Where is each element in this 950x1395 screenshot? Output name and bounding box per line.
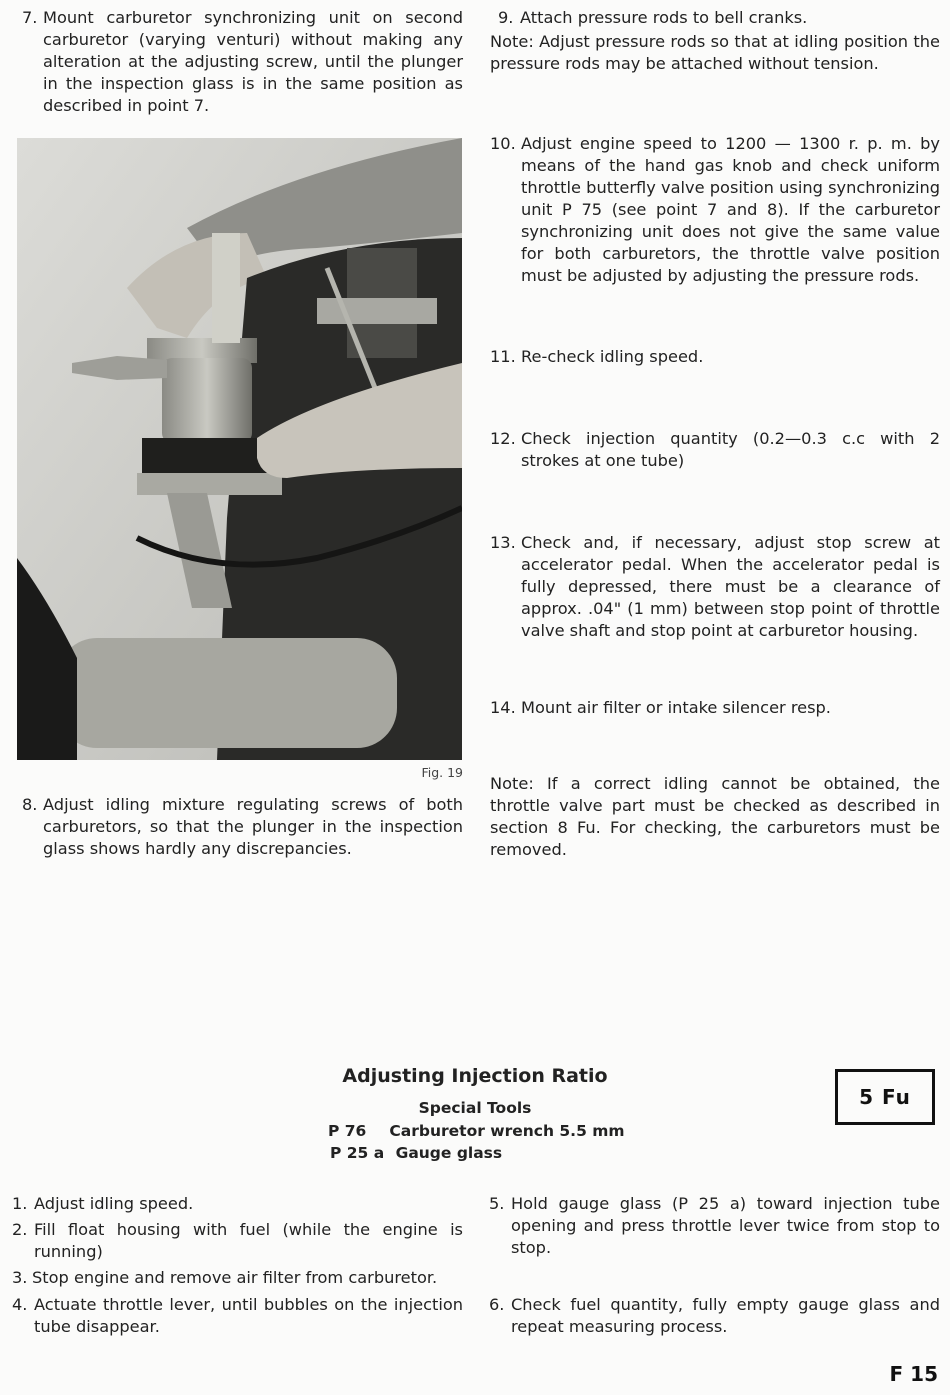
injection-step-5 — [489, 1193, 940, 1259]
tool-p25a — [330, 1144, 502, 1162]
step-number: 1. — [12, 1194, 28, 1213]
filter-clamp — [317, 298, 437, 324]
special-tools-heading: Special Tools — [418, 1099, 532, 1117]
step-11 — [490, 346, 940, 368]
step-8 — [22, 794, 463, 860]
step-text: Re-check idling speed. — [521, 347, 704, 366]
tool-p76 — [328, 1122, 625, 1140]
air-duct — [57, 638, 397, 748]
tool-description: Gauge glass — [395, 1144, 503, 1162]
tool-code: P 76 — [328, 1122, 367, 1140]
step-number: 6. — [489, 1295, 505, 1314]
section-title: Adjusting Injection Ratio — [342, 1065, 608, 1087]
step-9 — [498, 7, 940, 29]
step-text: Mount air filter or intake silencer resp. — [521, 698, 831, 717]
page-number: F 15 — [889, 1362, 938, 1386]
step-number: 9. — [498, 8, 514, 27]
step-text: Check and, if necessary, adjust stop screw at accelerator pedal. When the accelerator pedal is fully depressed, there must be a clearance of approx. .04" (1 mm) between stop point of throttle valve shaft and stop point at carburetor housing. — [521, 533, 940, 640]
tool-code: P 25 a — [330, 1144, 385, 1162]
note-idling: Note: If a correct idling cannot be obtained, the throttle valve part must be checked as described in section 8 Fu. For checking, the carburetors must be removed. — [490, 774, 940, 859]
step-text: Fill float housing with fuel (while the engine is running) — [34, 1220, 463, 1261]
step-number: 10. — [490, 134, 516, 153]
step-12 — [490, 428, 940, 472]
step-14 — [490, 697, 940, 719]
injection-step-1 — [12, 1193, 463, 1215]
step-10 — [490, 133, 940, 287]
step-text: Adjust idling mixture regulating screws of both carburetors, so that the plunger in the inspection glass shows hardly any discrepancies. — [43, 795, 463, 858]
step-text: Hold gauge glass (P 25 a) toward injection tube opening and press throttle lever twice from stop to stop. — [511, 1194, 940, 1257]
step-text: Check fuel quantity, fully empty gauge glass and repeat measuring process. — [511, 1295, 940, 1336]
step-number: 11. — [490, 347, 516, 366]
step-text: Adjust engine speed to 1200 — 1300 r. p. m. by means of the hand gas knob and check uniform throttle butterfly valve position using synchronizing unit P 75 (see point 7 and 8). If the carburetor synchronizing unit does not give the same value for both carburetors, the throttle valve position must be adjusted by adjusting the pressure rods. — [521, 134, 940, 285]
intake-base — [137, 473, 282, 495]
step-text: Attach pressure rods to bell cranks. — [520, 8, 808, 27]
section-badge: 5 Fu — [835, 1069, 935, 1125]
step-number: 14. — [490, 698, 516, 717]
step-number: 4. — [12, 1295, 28, 1314]
step-text: Check injection quantity (0.2—0.3 c.c with 2 strokes at one tube) — [521, 429, 940, 470]
tool-description: Carburetor wrench 5.5 mm — [389, 1122, 625, 1140]
step-text: Mount carburetor synchronizing unit on second carburetor (varying venturi) without making any alteration at the adjusting screw, until the plunger in the inspection glass is in the same position as described in point 7. — [43, 8, 463, 115]
step-number: 13. — [490, 533, 516, 552]
injection-step-2 — [12, 1219, 463, 1263]
step-number: 7. — [22, 8, 38, 27]
step-number: 8. — [22, 795, 38, 814]
engine-carburetor-illustration — [17, 138, 462, 760]
step-text: Stop engine and remove air filter from carburetor. — [32, 1268, 438, 1287]
note-pressure-rods: Note: Adjust pressure rods so that at idling position the pressure rods may be attached without tension. — [490, 32, 940, 73]
step-text: Actuate throttle lever, until bubbles on the injection tube disappear. — [34, 1295, 463, 1336]
step-7 — [22, 7, 463, 117]
synchronizing-unit — [212, 233, 240, 343]
step-number: 5. — [489, 1194, 505, 1213]
step-number: 12. — [490, 429, 516, 448]
figure-caption: Fig. 19 — [421, 765, 463, 780]
injection-step-3 — [12, 1267, 463, 1289]
step-number: 3. — [12, 1268, 28, 1287]
injection-step-4 — [12, 1294, 463, 1338]
carburetor-body — [162, 358, 252, 443]
figure-19-photo — [17, 138, 462, 760]
step-13 — [490, 532, 940, 642]
step-number: 2. — [12, 1220, 28, 1239]
injection-step-6 — [489, 1294, 940, 1338]
step-text: Adjust idling speed. — [34, 1194, 194, 1213]
